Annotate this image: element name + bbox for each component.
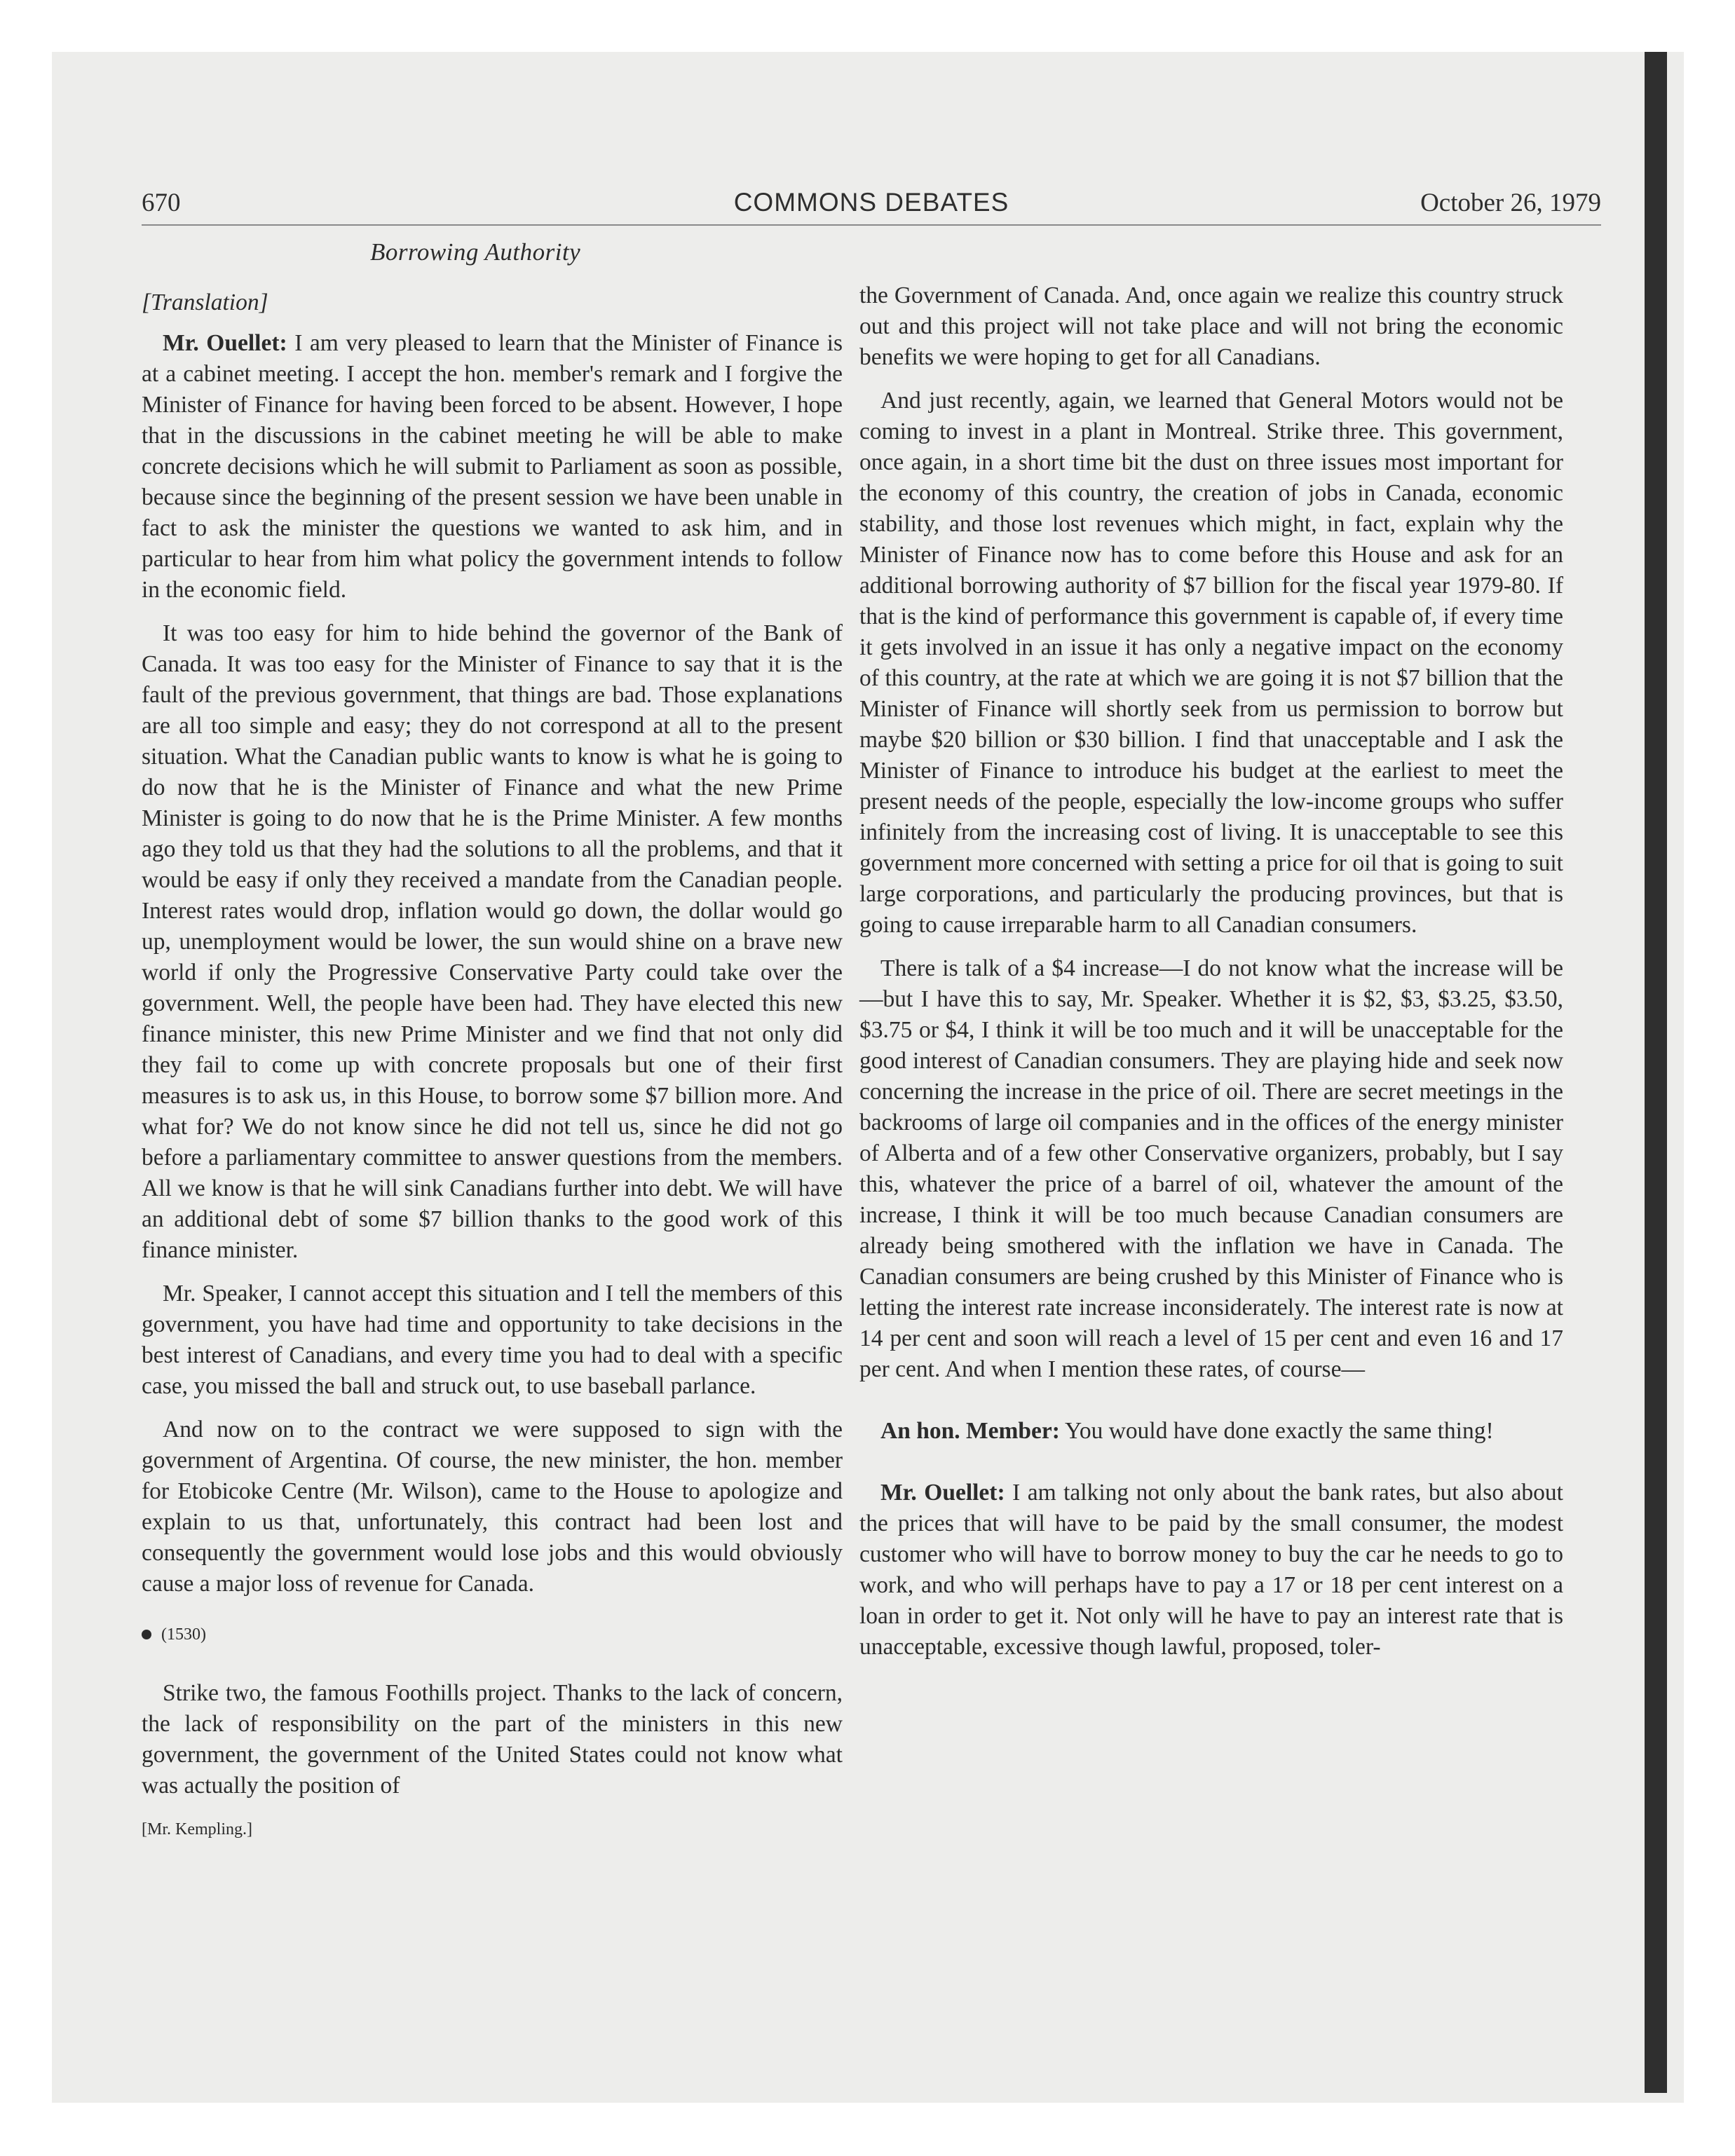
paragraph: It was too easy for him to hide behind the governor of the Bank of Canada. It was too easy for the Minister of Finance to say that it is the fault of the previous government, that things are bad. Those explanations are all too simple and easy; they do not correspond at all to the present situation. What the Canadian public wants to know is what he is going to do now that he is the Minister of Finance and what the new Prime Minister is going to do now that he is the Prime Minister. A few months ago they told us that they had the solutions to all the problems, and that it would be easy if only they received a mandate from the Canadian people. Interest rates would drop, inflation would go down, the dollar would go up, unemployment would be lower, the sun would shine on a brave new world if only the Progressive Conservative Party could take over the government. Well, the people have been had. They have elected this new finance minister, this new Prime Minister and we find that not only did they fail to come up with concrete proposals but one of their first measures is to ask us, in this House, to borrow some $7 billion more. And what for? We do not know since he did not tell us, since he did not go before a parliamentary committee to answer questions from the members. All we know is that he will sink Canadians further into debt. We will have an additional debt of some $7 billion thanks to the good work of this finance minister. <box>142 620 843 1263</box>
spacer <box>859 1398 1563 1416</box>
paragraph: the Government of Canada. And, once again we realize this country struck out and this project will not take place and will not bring the economic benefits we were hoping to get for all Canadians. <box>859 282 1563 370</box>
translation-marker: [Translation] <box>142 289 268 315</box>
speaker-name: Mr. Ouellet: <box>163 330 287 356</box>
left-column <box>142 287 843 1845</box>
paragraph-text: I am talking not only about the bank rates, but also about the prices that will have to be paid by the small consumer, the modest customer who will have to borrow money to buy the car he needs to go to work, and who will perhaps have to pay a 17 or 18 per cent interest on a loan in order to get it. Not only will he have to pay an interest rate that is unacceptable, excessive though lawful, proposed, toler- <box>859 1480 1563 1660</box>
speaker-name: Mr. Ouellet: <box>880 1480 1005 1506</box>
right-column <box>859 280 1563 1675</box>
paragraph <box>859 1416 1563 1447</box>
speaker-name: An hon. Member: <box>880 1418 1060 1444</box>
paragraph <box>142 328 843 606</box>
time-stamp: (1530) <box>161 1625 206 1644</box>
page-number: 670 <box>142 189 181 217</box>
section-subject: Borrowing Authority <box>370 238 581 266</box>
paragraph-text: I am very pleased to learn that the Minister of Finance is at a cabinet meeting. I accept the hon. member's remark and I forgive the Minister of Finance for having been forced to be absent. However, I hope that in the discussions in the cabinet meeting he will be able to make concrete decisions which he will submit to Parliament as soon as possible, because since the beginning of the present session we have been unable in fact to ask the minister the questions we wanted to ask him, and in particular to hear from him what policy the government intends to follow in the economic field. <box>142 330 843 603</box>
paragraph: Mr. Speaker, I cannot accept this situation and I tell the members of this government, you have had time and opportunity to take decisions in the best interest of Canadians, and every time you had to deal with a specific case, you missed the ball and struck out, to use baseball parlance. <box>142 1281 843 1399</box>
paragraph-text: You would have done exactly the same thing! <box>1059 1418 1494 1444</box>
paragraph <box>859 1478 1563 1663</box>
paragraph: There is talk of a $4 increase—I do not know what the increase will be—but I have this to say, Mr. Speaker. Whether it is $2, $3, $3.25, $3.50, $3.75 or $4, I think it will be too much and it will be unacceptable for the good interest of Canadian consumers. They are playing hide and seek now concerning the increase in the price of oil. There are secret meetings in the backrooms of large oil companies and in the offices of the energy minister of Alberta and of a few other Conservative organizers, probably, but I say this, whatever the price of a barrel of oil, whatever the amount of the increase, I think it will be too much because Canadian consumers are already being smothered with the inflation we have in Canada. The Canadian consumers are being crushed by this Minister of Finance who is letting the interest rate increase inconsiderately. The interest rate is now at 14 per cent and soon will reach a level of 15 per cent and even 16 and 17 per cent. And when I mention these rates, of course— <box>859 955 1563 1382</box>
spacer <box>859 1459 1563 1478</box>
time-marker <box>142 1619 843 1650</box>
publication-title: COMMONS DEBATES <box>733 188 1009 217</box>
binding-edge <box>1645 52 1667 2093</box>
issue-date: October 26, 1979 <box>1420 189 1601 217</box>
paragraph: Strike two, the famous Foothills project. Thanks to the lack of concern, the lack of responsibility on the part of the ministers in this new government, the government of the United States could not know what was actually the position of <box>142 1680 843 1799</box>
paragraph: And just recently, again, we learned that General Motors would not be coming to invest in a plant in Montreal. Strike three. This government, once again, in a short time bit the dust on three issues most important for the economy of this country, the creation of jobs in Canada, economic stability, and those lost revenues which might, in fact, explain why the Minister of Finance now has to come before this House and ask for an additional borrowing authority of $7 billion for the fiscal year 1979-80. If that is the kind of performance this government is capable of, if every time it gets involved in an issue it has only a negative impact on the economy of this country, at the rate at which we are going it is not $7 billion that the Minister of Finance will shortly seek from us permission to borrow but maybe $20 billion or $30 billion. I find that unacceptable and I ask the Minister of Finance to introduce his budget at the earliest to meet the present needs of the people, especially the low-income groups who suffer infinitely from the increasing cost of living. It is unacceptable to see this government more concerned with setting a price for oil that is going to suit large corporations, and particularly the producing provinces, but that is going to cause irreparable harm to all Canadian consumers. <box>859 388 1563 938</box>
page-header <box>142 188 1601 226</box>
bullet-icon <box>142 1630 151 1639</box>
speaker-footnote: [Mr. Kempling.] <box>142 1820 252 1838</box>
paragraph: And now on to the contract we were supposed to sign with the government of Argentina. Of course, the new minister, the hon. member for Etobicoke Centre (Mr. Wilson), came to the House to apologize and explain to us that, unfortunately, this contract had been lost and consequently the government would lose jobs and this would obviously cause a major loss of revenue for Canada. <box>142 1417 843 1597</box>
